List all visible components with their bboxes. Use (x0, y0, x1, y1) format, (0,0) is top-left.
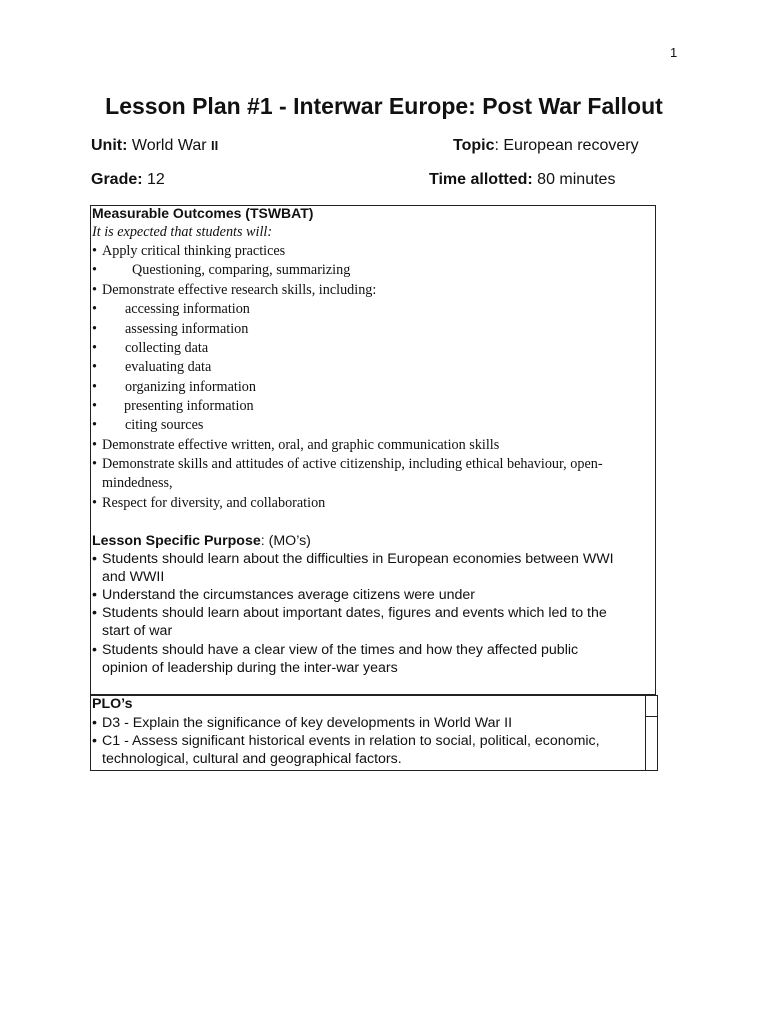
outcome-item: • Questioning, comparing, summarizing (92, 262, 351, 278)
time-allotted-label: Time allotted: (429, 171, 533, 188)
purpose-item: • Students should have a clear view of the times and how they affected public (92, 642, 579, 658)
topic-value: : European recovery (494, 137, 639, 154)
plo-item-continued: technological, cultural and geographical factors. (102, 751, 402, 767)
outcomes-heading: Measurable Outcomes (TSWBAT) (92, 205, 314, 221)
outcome-item: • citing sources (92, 417, 204, 433)
purpose-item-continued: start of war (102, 623, 173, 639)
grade-value: 12 (147, 171, 165, 188)
purpose-item: • Students should learn about the difficulties in European economies between WWI (92, 551, 614, 567)
outcomes-intro: It is expected that students will: (92, 224, 273, 240)
plos-box-side-column (645, 696, 657, 770)
purpose-item: • Students should learn about important dates, figures and events which led to the (92, 605, 607, 621)
topic-label: Topic (453, 137, 495, 154)
outcome-item: • Demonstrate effective research skills, including: (92, 282, 377, 298)
purpose-item-continued: and WWII (102, 569, 165, 585)
outcome-item: • Apply critical thinking practices (92, 243, 286, 259)
outcome-item: • collecting data (92, 340, 209, 356)
page-number: 1 (670, 45, 678, 60)
outcome-item: • evaluating data (92, 359, 212, 375)
grade-field (91, 171, 165, 189)
plo-item: • D3 - Explain the significance of key developments in World War II (92, 715, 513, 731)
plos-box-side-divider (646, 716, 657, 717)
outcome-item: • Respect for diversity, and collaboration (92, 495, 326, 511)
page-title: Lesson Plan #1 - Interwar Europe: Post War Fallout (105, 93, 663, 119)
plos-heading: PLO’s (92, 696, 133, 712)
unit-field (91, 137, 218, 155)
unit-value: World War (131, 137, 207, 154)
outcome-item: • Demonstrate skills and attitudes of active citizenship, including ethical behaviour, open- (92, 456, 603, 472)
unit-label: Unit: (91, 137, 128, 154)
outcome-item: • assessing information (92, 321, 249, 337)
purpose-item: • Understand the circumstances average citizens were under (92, 587, 476, 603)
outcome-item: • Demonstrate effective written, oral, and graphic communication skills (92, 437, 500, 453)
purpose-heading: Lesson Specific Purpose: (MO’s) (92, 533, 311, 549)
outcome-item: • presenting information (92, 398, 254, 414)
grade-label: Grade: (91, 171, 143, 188)
time-allotted-field (429, 171, 615, 189)
topic-field (453, 137, 639, 155)
time-allotted-value: 80 minutes (537, 171, 616, 188)
outcome-item: • organizing information (92, 379, 256, 395)
purpose-item-continued: opinion of leadership during the inter-war years (102, 660, 398, 676)
plo-item: • C1 - Assess significant historical events in relation to social, political, economic, (92, 733, 600, 749)
unit-roman-numeral: II (211, 138, 219, 153)
outcome-item: • accessing information (92, 301, 250, 317)
outcome-item-continued: mindedness, (102, 475, 173, 491)
